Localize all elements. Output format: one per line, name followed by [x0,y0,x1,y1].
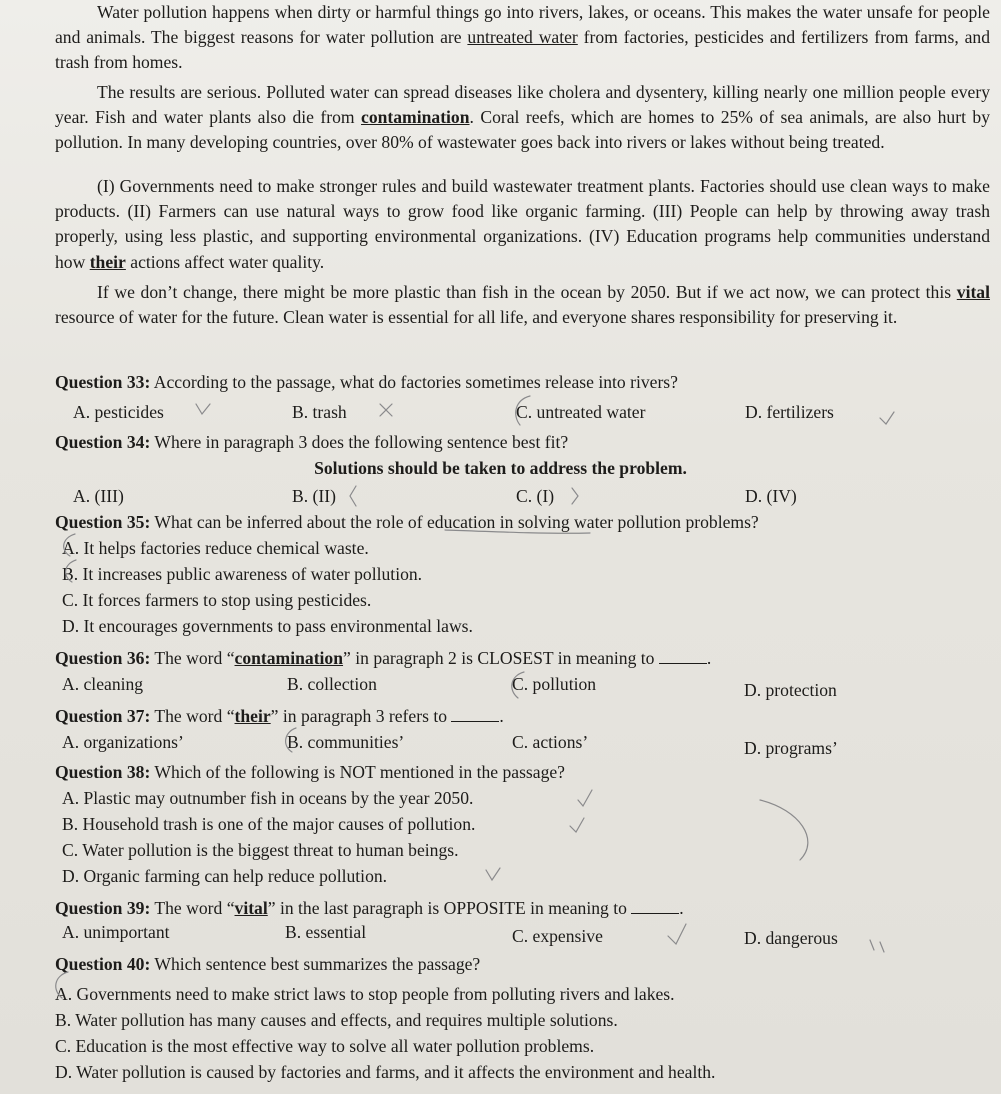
question-37: Question 37: The word “their” in paragraph 3 refers to . [55,706,504,726]
q36-option-a[interactable]: A. cleaning [62,674,144,694]
q40-option-d[interactable]: D. Water pollution is caused by factories and farms, and it affects the environment and health. [55,1062,716,1082]
q36-text-a: The word “ [150,648,235,668]
q33-b-cross-mark [380,404,392,416]
q38-option-c[interactable]: C. Water pollution is the biggest threat to human beings. [62,840,459,860]
q36-blank [659,649,707,664]
q39-d-mark [870,940,884,952]
q36-label: Question 36: [55,648,151,668]
q35-option-c[interactable]: C. It forces farmers to stop using pesticides. [62,590,372,610]
q33-text: According to the passage, what do factories sometimes release into rivers? [150,372,678,392]
q37-option-c[interactable]: C. actions’ [512,732,589,752]
q40-label: Question 40: [55,954,151,974]
q33-label: Question 33: [55,372,151,392]
q38-option-b[interactable]: B. Household trash is one of the major causes of pollution. [62,814,476,834]
passage-paragraph-1 [55,0,990,76]
q39-option-c[interactable]: C. expensive [512,926,603,946]
q36-word: contamination [234,648,344,668]
p2-underlined: contamination [361,107,470,128]
q36-option-c[interactable]: C. pollution [512,674,597,694]
q36-option-b[interactable]: B. collection [287,674,377,694]
p1-end: from factories, pesticides and fertilizers from farms, and trash from homes. [55,27,990,73]
q37-option-b[interactable]: B. communities’ [287,732,405,752]
p4-text-b: resource of water for the future. Clean water is essential for all life, and everyone shares responsibility for preserving it. [55,307,898,328]
q34-option-c[interactable]: C. (I) [516,486,555,506]
q39-label: Question 39: [55,898,151,918]
q38-right-arc-mark [760,800,808,860]
passage-paragraph-2 [55,80,990,156]
q38-option-d[interactable]: D. Organic farming can help reduce pollution. [62,866,388,886]
q34-sentence: Solutions should be taken to address the problem. [314,458,687,478]
q39-text-b: ” in the last paragraph is OPPOSITE in meaning to [267,898,632,918]
q39-option-d[interactable]: D. dangerous [744,928,838,948]
p1-underlined: untreated water [467,27,578,48]
q38-text: Which of the following is NOT mentioned in the passage? [150,762,565,782]
q39-option-a[interactable]: A. unimportant [62,922,170,942]
q35-option-b[interactable]: B. It increases public awareness of water pollution. [62,564,423,584]
q34-option-a[interactable]: A. (III) [73,486,124,506]
q34-option-b[interactable]: B. (II) [292,486,336,506]
q34-text: Where in paragraph 3 does the following sentence best fit? [150,432,569,452]
q38-a-tick-mark [578,790,592,806]
q40-option-a[interactable]: A. Governments need to make strict laws to stop people from polluting rivers and lakes. [55,984,675,1004]
q38-b-tick-mark [570,818,584,832]
q39-c-tick-mark [668,924,686,944]
p4-underlined: vital [956,282,990,302]
q37-text-a: The word “ [150,706,235,726]
q34-b-mark [350,486,356,506]
p3-underlined: their [89,251,126,272]
p3-text-a: (I) Governments need to make stronger rules and build wastewater treatment plants. Factories should use clean ways to make products. (II) Farmers can use natural ways to grow food like organic farming. (III) People can help by throwing away trash properly, using less plastic, and supporting environmental organizations. (IV) Education programs help communities understand how [55,176,990,272]
q38-d-tick-mark [486,868,500,880]
question-39: Question 39: The word “vital” in the last paragraph is OPPOSITE in meaning to . [55,898,684,918]
q35-option-a[interactable]: A. It helps factories reduce chemical waste. [62,538,369,558]
q39-blank [631,899,679,914]
q35-text: What can be inferred about the role of education in solving water pollution problems? [150,512,759,532]
q37-label: Question 37: [55,706,151,726]
q34-c-mark [572,488,578,504]
p2-text-b: . Coral reefs, which are homes to 25% of sea animals, are also hurt by pollution. In many developing countries, over 80% of wastewater goes back into rivers or lakes without being treated. [55,107,990,153]
q39-option-b[interactable]: B. essential [285,922,367,942]
q39-text-a: The word “ [150,898,235,918]
q40-text: Which sentence best summarizes the passage? [150,954,481,974]
q35-label: Question 35: [55,512,151,532]
q38-label: Question 38: [55,762,151,782]
q37-text-b: ” in paragraph 3 refers to [270,706,452,726]
q39-word: vital [234,898,268,918]
p2-text-a: The results are serious. Polluted water can spread diseases like cholera and dysentery, killing nearly one million people every year. Fish and water plants also die from [55,82,990,128]
q33-d-tick-mark [880,412,894,424]
question-35 [55,510,990,535]
q33-a-tick-mark [196,404,210,414]
q36-option-d[interactable]: D. protection [744,680,837,700]
q33-option-d[interactable]: D. fertilizers [745,402,834,422]
q34-option-d[interactable]: D. (IV) [745,486,797,506]
q40-option-b[interactable]: B. Water pollution has many causes and effects, and requires multiple solutions. [55,1010,618,1030]
p3-text-b: actions affect water quality. [125,251,325,272]
passage-paragraph-3 [55,174,990,275]
q34-label: Question 34: [55,432,151,452]
q33-option-a[interactable]: A. pesticides [73,402,164,422]
question-36: Question 36: The word “contamination” in paragraph 2 is CLOSEST in meaning to . [55,648,712,668]
question-34 [55,430,990,455]
question-33 [55,370,990,395]
q33-option-b[interactable]: B. trash [292,402,347,422]
q33-option-c[interactable]: C. untreated water [516,402,646,422]
q40-option-c[interactable]: C. Education is the most effective way to solve all water pollution problems. [55,1036,595,1056]
q36-text-b: ” in paragraph 2 is CLOSEST in meaning to [343,648,659,668]
q37-option-d[interactable]: D. programs’ [744,738,838,758]
q35-option-d[interactable]: D. It encourages governments to pass environmental laws. [62,616,473,636]
p4-text-a: If we don’t change, there might be more plastic than fish in the ocean by 2050. But if we act now, we can protect this [97,282,957,302]
q37-option-a[interactable]: A. organizations’ [62,732,184,752]
passage-paragraph-4 [55,280,990,330]
q37-blank [451,707,499,722]
question-38 [55,760,990,785]
q37-word: their [234,706,271,726]
question-40 [55,952,990,977]
q38-option-a[interactable]: A. Plastic may outnumber fish in oceans by the year 2050. [62,788,474,808]
p1-text: Water pollution happens when dirty or harmful things go into rivers, lakes, or oceans. This makes the water unsafe for people and animals. The biggest reasons for water pollution are [55,2,990,48]
